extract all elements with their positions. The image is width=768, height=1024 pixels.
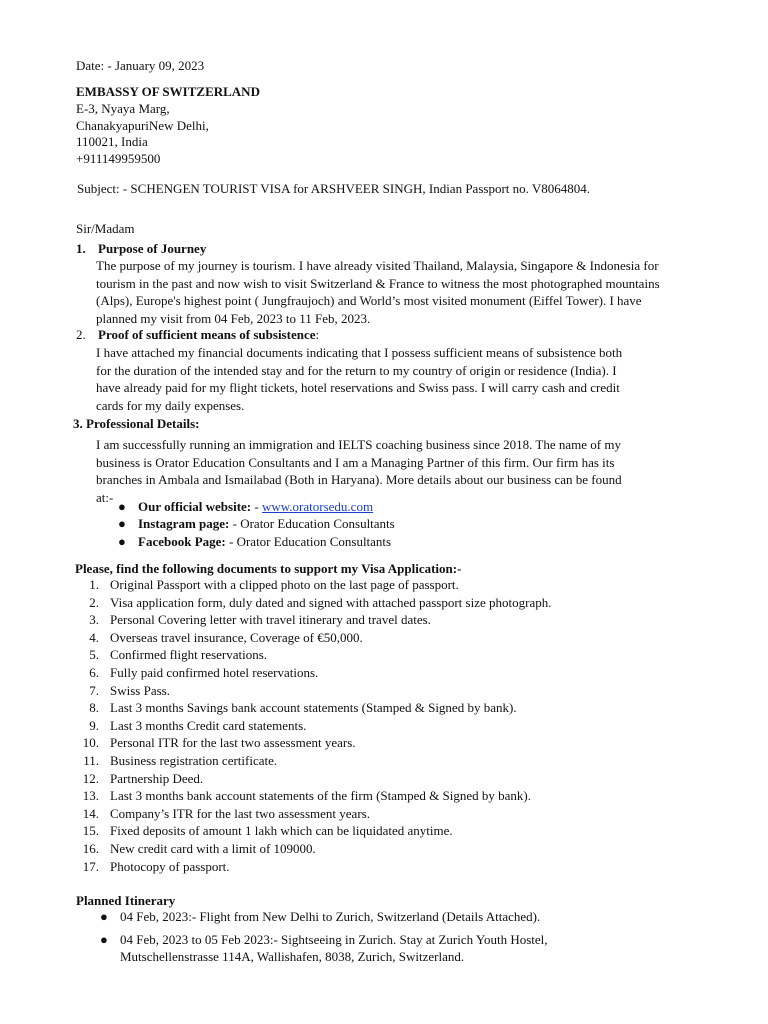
itinerary-item: ● 04 Feb, 2023:- Flight from New Delhi to Zurich, Switzerland (Details Attached). [100,909,541,924]
document-item: Company’s ITR for the last two assessment years. [110,805,370,821]
website-link[interactable]: www.oratorsedu.com [261,499,374,514]
document-item: Fixed deposits of amount 1 lakh which can be liquidated anytime. [110,823,453,839]
document-number: 1. [89,577,99,592]
subject-line: Subject: - SCHENGEN TOURIST VISA for ARSHVEER SINGH, Indian Passport no. V8064804. [77,181,591,196]
document-number: 12. [82,770,99,786]
bullet-icon: ● [100,909,108,924]
document-number: 5. [89,647,99,663]
document-item: Visa application form, duly dated and signed with attached passport size photograph. [110,594,552,610]
body-line: have already paid for my flight tickets, hotel reservations and Swiss pass. I will carry cash and credit [96,380,620,395]
document-number: 10. [82,735,99,751]
itinerary-heading: Planned Itinerary [76,893,176,908]
document-item: Confirmed flight reservations. [110,647,268,663]
document-number: 17. [82,858,99,874]
letter-date: Date: - January 09, 2023 [76,58,205,73]
document-number: 14. [82,805,99,821]
section-title: Proof of sufficient means of subsistence: [98,327,320,342]
business-link-item: ● Instagram page: - Orator Education Consultants [118,516,395,531]
document-number: 16. [82,841,99,856]
document-number: 13. [82,788,99,804]
body-line: I am successfully running an immigration and IELTS coaching business since 2018. The name of my [96,437,621,452]
section-title: Purpose of Journey [98,241,207,256]
document-item: Photocopy of passport. [110,858,230,874]
bullet-icon: ● [118,499,126,514]
document-item: Swiss Pass. [110,682,170,698]
body-line: planned my visit from 04 Feb, 2023 to 11 Feb, 2023. [96,310,371,326]
body-line: I have attached my financial documents indicating that I possess sufficient means of subsistence both [96,345,623,360]
document-number: 11. [83,753,99,768]
document-item: Business registration certificate. [110,753,278,768]
document-item: Original Passport with a clipped photo on the last page of passport. [110,577,459,592]
bullet-icon: ● [118,534,126,549]
document-item: Last 3 months bank account statements of the firm (Stamped & Signed by bank). [110,788,531,804]
body-line: (Alps), Europe's highest point ( Jungfraujoch) and World’s most visited monument (Eiffel Tower). I have [96,293,642,308]
document-item: Partnership Deed. [110,770,204,786]
section-number: 1. [76,241,86,256]
document-item: Last 3 months Credit card statements. [110,717,307,733]
salutation: Sir/Madam [76,221,135,236]
bullet-icon: ● [100,932,108,947]
body-line: branches in Ambala and Ismailabad (Both in Haryana). More details about our business can be found [96,472,622,487]
document-number: 6. [89,665,99,680]
body-line: for the duration of the intended stay and for the return to my country of origin or residence (India). I [96,362,617,378]
addressee: EMBASSY OF SWITZERLAND [76,84,260,99]
body-line: The purpose of my journey is tourism. I have already visited Thailand, Malaysia, Singapore & Indonesia for [96,258,659,273]
business-link-item: ● Our official website: - www.oratorsedu.com [118,499,374,514]
business-link-item: ● Facebook Page: - Orator Education Consultants [118,534,392,549]
document-number: 2. [89,594,99,610]
section-body [96,257,660,327]
itinerary-item: ● 04 Feb, 2023 to 05 Feb 2023:- Sightseeing in Zurich. Stay at Zurich Youth Hostel, [100,932,548,947]
document-number: 8. [89,700,99,716]
document-number: 9. [89,717,99,733]
document-item: Overseas travel insurance, Coverage of €50,000. [110,629,363,645]
body-line: at:- [96,489,114,505]
address-line: +911149959500 [76,151,161,166]
document-number: 3. [89,612,99,628]
document-item: Fully paid confirmed hotel reservations. [110,665,319,680]
address-line: ChanakyapuriNew Delhi, [76,118,209,133]
document-number: 4. [89,629,99,645]
address-line: 110021, India [76,134,148,149]
document-number: 7. [89,682,99,698]
address-line: E-3, Nyaya Marg, [76,101,170,116]
body-line: business is Orator Education Consultants and I am a Managing Partner of this firm. Our firm has its [96,454,615,470]
section-body [96,436,622,506]
section-body [96,344,622,414]
body-line: cards for my daily expenses. [96,397,245,413]
bullet-icon: ● [118,516,126,531]
document-item: Last 3 months Savings bank account statements (Stamped & Signed by bank). [110,700,517,716]
document-number: 15. [82,823,99,839]
section-title: 3. Professional Details: [73,416,200,431]
documents-heading: Please, find the following documents to support my Visa Application:- [75,561,462,576]
itinerary-item-continued: Mutschellenstrasse 114A, Wallishafen, 8038, Zurich, Switzerland. [120,949,465,964]
section-number: 2. [76,327,86,342]
document-item: New credit card with a limit of 109000. [110,841,316,856]
document-item: Personal ITR for the last two assessment years. [110,735,356,751]
document-item: Personal Covering letter with travel itinerary and travel dates. [110,612,431,628]
body-line: tourism in the past and now wish to visit Switzerland & France to witness the most photographed mountains [96,275,660,291]
